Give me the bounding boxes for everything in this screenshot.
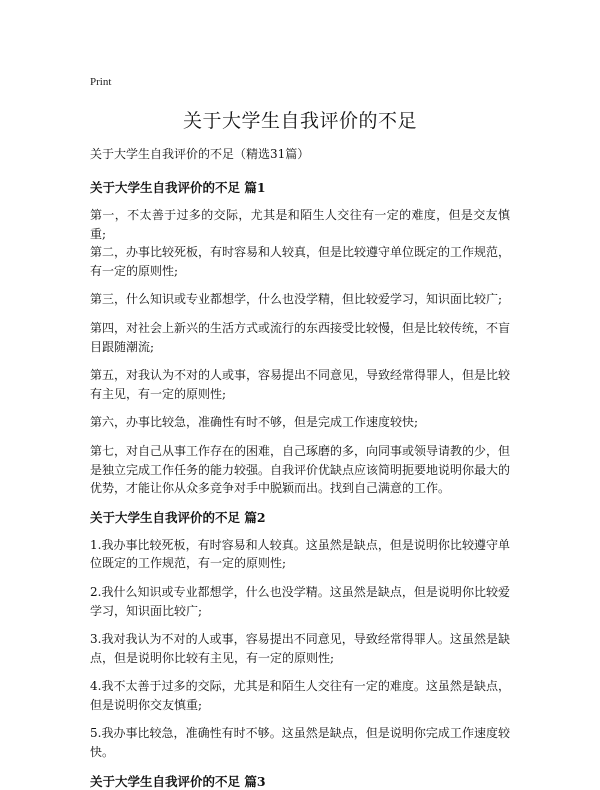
paragraph-group (90, 206, 510, 280)
paragraph: 第三，什么知识或专业都想学，什么也没学精，但比较爱学习，知识面比较广; (90, 292, 503, 307)
paragraph: 3.我对我认为不对的人或事，容易提出不同意见，导致经常得罪人。这虽然是缺点，但是说明你比较有主见，有一定的原则性; (90, 632, 510, 665)
paragraph: 2.我什么知识或专业都想学，什么也没学精。这虽然是缺点，但是说明你比较爱学习，知识面比较广; (90, 584, 510, 618)
print-link[interactable]: Print (90, 76, 112, 88)
section-1 (90, 178, 510, 498)
section-3 (90, 772, 510, 790)
paragraph: 4.我不太善于过多的交际，尤其是和陌生人交往有一定的难度。这虽然是缺点，但是说明你交友慎重; (90, 679, 510, 712)
section-heading: 关于大学生自我评价的不足 篇2 (90, 509, 266, 525)
paragraph: 第一，不太善于过多的交际，尤其是和陌生人交往有一定的难度，但是交友慎重; (90, 208, 510, 241)
section-2 (90, 508, 510, 762)
paragraph: 5.我办事比较急，准确性有时不够。这虽然是缺点，但是说明你完成工作速度较快。 (90, 726, 510, 760)
section-heading: 关于大学生自我评价的不足 篇3 (90, 773, 266, 789)
paragraph: 第二，办事比较死板，有时容易和人较真，但是比较遵守单位既定的工作规范，有一定的原则性; (90, 245, 511, 278)
paragraph: 第四，对社会上新兴的生活方式或流行的东西接受比较慢，但是比较传统，不盲目跟随潮流; (90, 320, 511, 354)
paragraph: 1.我办事比较死板，有时容易和人较真。这虽然是缺点，但是说明你比较遵守单位既定的工作规范，有一定的原则性; (90, 537, 510, 571)
paragraph: 第六，办事比较急，准确性有时不够，但是完成工作速度较快; (90, 415, 419, 430)
page-title: 关于大学生自我评价的不足 (182, 110, 417, 132)
document-subtitle: 关于大学生自我评价的不足（精选31篇） (90, 147, 310, 161)
section-heading: 关于大学生自我评价的不足 篇1 (90, 180, 266, 195)
paragraph: 第七，对自己从事工作存在的困难，自己琢磨的多，向同事或领导请教的少，但是独立完成工作任务的能力较强。自我评价优缺点应该简明扼要地说明你最大的优势，才能让你从众多竞争对手中脱颖而出。找到自己满意的工作。 (90, 443, 511, 496)
paragraph: 第五，对我认为不对的人或事，容易提出不同意见，导致经常得罪人，但是比较有主见，有一定的原则性; (90, 368, 511, 401)
